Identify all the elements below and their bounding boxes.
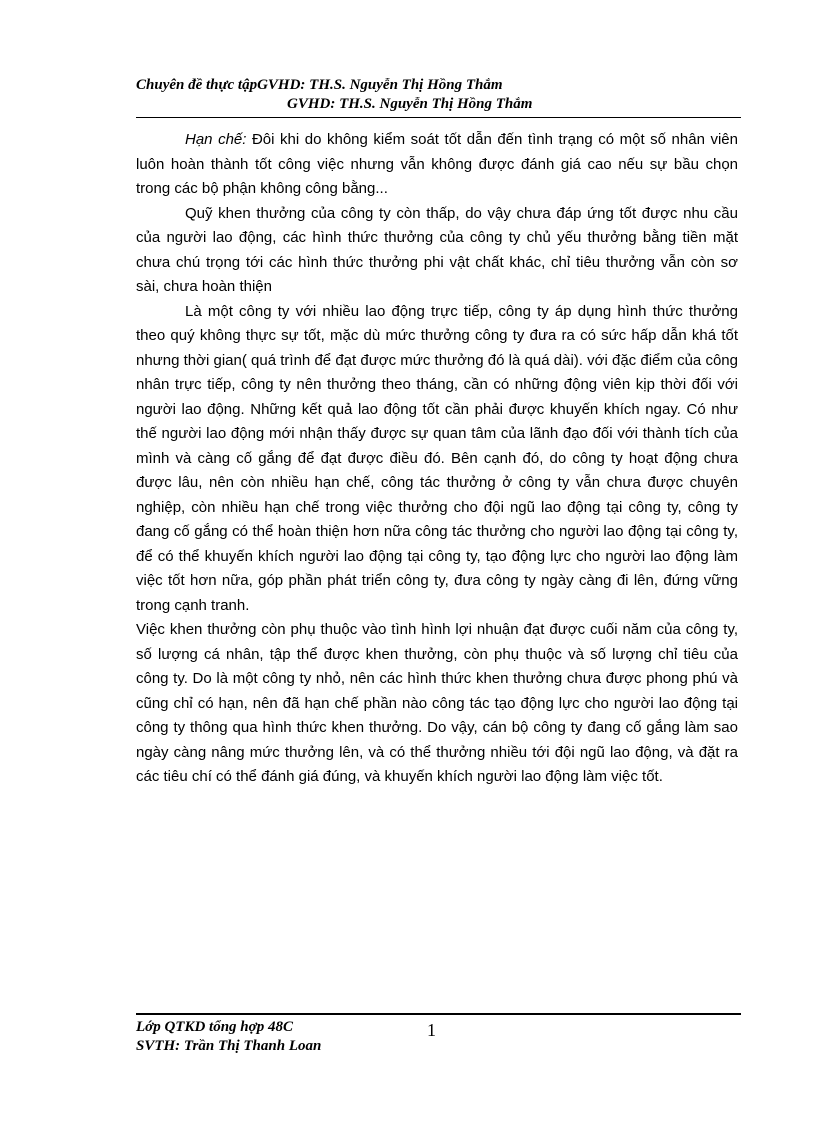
paragraph-profit-dependency: Việc khen thưởng còn phụ thuộc vào tình hình lợi nhuận đạt được cuối năm của công ty, số lượng cá nhân, tập thể được khen thưởng, còn phụ thuộc và số lượng chỉ tiêu của công ty. Do là một công ty nhỏ, nên các hình thức khen thưởng chưa được phong phú và cũng chỉ có hạn, nên đã hạn chế phần nào công tác tạo động lực cho người lao động tại công ty thông qua hình thức khen thưởng. Do vậy, cán bộ công ty đang cố gắng làm sao ngày càng nâng mức thưởng lên, và có thể thưởng nhiều tới đội ngũ lao động, và đặt ra các tiêu chí có thể đánh giá đúng, và khuyến khích người lao động làm việc tốt. [136,621,738,785]
header-divider [136,117,741,118]
footer-divider [136,1013,741,1015]
page-header [136,76,746,114]
limitations-label: Hạn chế: [185,131,247,148]
paragraph-limitations [136,128,738,202]
paragraph-direct-labor: Là một công ty với nhiều lao động trực tiếp, công ty áp dụng hình thức thưởng theo quý không thực sự tốt, mặc dù mức thưởng công ty đưa ra có sức hấp dẫn khá tốt nhưng thời gian( quá trình để đạt được mức thưởng đó là quá dài). với đặc điểm của công nhân trực tiếp, công ty nên thưởng theo tháng, cần có những động viên kịp thời đối với người lao động. Những kết quả lao động tốt cần phải được khuyến khích ngay. Có như thế người lao động mới nhận thấy được sự quan tâm của lãnh đạo đối với thành tích của mình và càng cố gắng để đạt được điều đó. Bên cạnh đó, do công ty hoạt động chưa được lâu, nên còn nhiều hạn chế, công tác thưởng ở công ty vẫn chưa được chuyên nghiệp, còn nhiều hạn chế trong việc thưởng cho đội ngũ lao động tại công ty, công ty đang cố gắng có thể hoàn thiện hơn nữa công tác thưởng cho người lao động tại công ty, để có thể khuyến khích người lao động tại công ty, tạo động lực cho người lao động làm việc tốt hơn nữa, góp phần phát triển công ty, đưa công ty ngày càng đi lên, đứng vững trong cạnh tranh. [136,302,738,614]
header-line-2: GVHD: TH.S. Nguyễn Thị Hồng Thắm [287,96,533,112]
page-number: 1 [427,1020,436,1040]
page-footer [136,1018,321,1056]
footer-student: SVTH: Trần Thị Thanh Loan [136,1038,322,1054]
limitations-text: Đôi khi do không kiểm soát tốt dẫn đến tình trạng có một số nhân viên luôn hoàn thành tốt công việc nhưng vẫn không được đánh giá cao nếu sự bầu chọn trong các bộ phận không công bằng... [136,131,738,197]
paragraph-bonus-fund: Quỹ khen thưởng của công ty còn thấp, do vậy chưa đáp ứng tốt được nhu cầu của người lao động, các hình thức thưởng của công ty chủ yếu thưởng bằng tiền mặt chưa chú trọng tới các hình thức thưởng phi vật chất khác, chỉ tiêu thưởng vẫn còn sơ sài, chưa hoàn thiện [136,204,738,295]
header-line-1: Chuyên đề thực tậpGVHD: TH.S. Nguyễn Thị Hồng Thắm [136,77,503,93]
footer-class: Lớp QTKD tổng hợp 48C [136,1019,293,1035]
document-body [136,128,738,790]
